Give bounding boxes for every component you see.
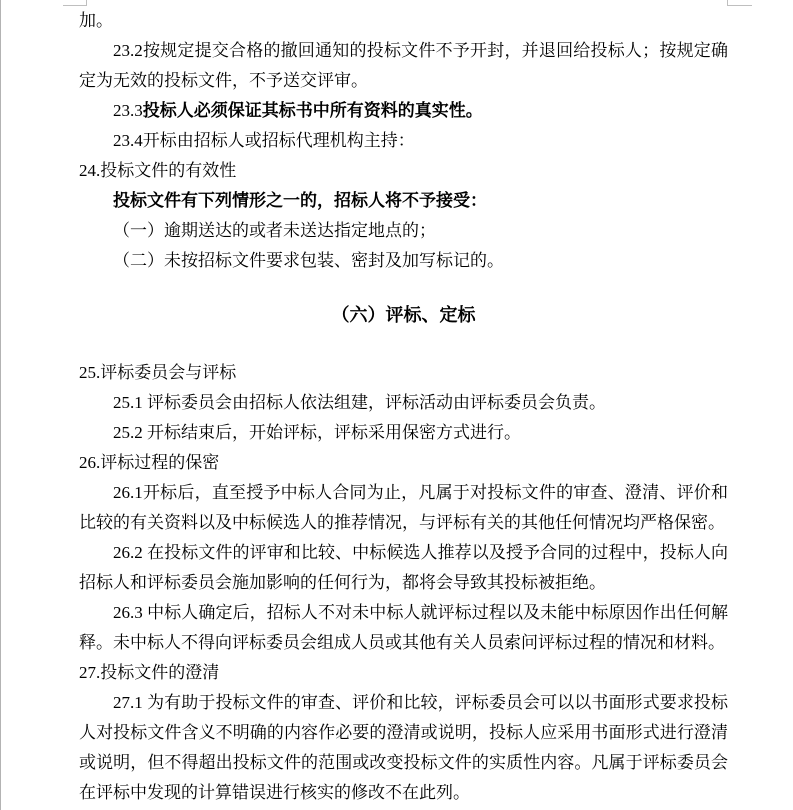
paragraph-24-item-1: （一）逾期送达的或者未送达指定地点的； (113, 221, 436, 240)
paragraph-26-3: 26.3 中标人确定后，招标人不对未中标人就评标过程以及未能中标原因作出任何解释。未中标人不得向评标委员会组成人员或其他有关人员索问评标过程的情况和材料。 (79, 603, 728, 652)
paragraph-25-1: 25.1 评标委员会由招标人依法组建，评标活动由评标委员会负责。 (113, 393, 606, 412)
paragraph-26-1: 26.1开标后，直至授予中标人合同为止，凡属于对投标文件的审查、澄清、评价和比较的有关资料以及中标候选人的推荐情况，与评标有关的其他任何情况均严格保密。 (79, 483, 728, 532)
clause-title-27: 27.投标文件的澄清 (79, 663, 220, 682)
section-heading: （六）评标、定标 (331, 305, 476, 325)
clause-title-24: 24.投标文件的有效性 (79, 161, 237, 180)
paragraph-26-2: 26.2 在投标文件的评审和比较、中标候选人推荐以及授予合同的过程中，投标人向招标人和评标委员会施加影响的任何行为，都将会导致其投标被拒绝。 (79, 543, 728, 592)
clause-text-23-3: 投标人必须保证其标书中所有资料的真实性。 (142, 101, 483, 120)
clause-title-26: 26.评标过程的保密 (79, 453, 220, 472)
paragraph-24-intro: 投标文件有下列情形之一的，招标人将不予接受： (113, 191, 487, 210)
clause-number-23-3: 23.3 (113, 101, 143, 120)
paragraph-23-4: 23.4开标由招标人或招标代理机构主持： (113, 131, 415, 150)
paragraph-continuation: 加。 (79, 11, 113, 30)
paragraph-23-2: 23.2按规定提交合格的撤回通知的投标文件不予开封，并退回给投标人；按规定确定为无效的投标文件，不予送交评审。 (79, 41, 728, 90)
document-text-area (79, 6, 728, 808)
text-boundary-mark-top-right (727, 0, 752, 6)
paragraph-27-1: 27.1 为有助于投标文件的审查、评价和比较，评标委员会可以以书面形式要求投标人对投标文件含义不明确的内容作必要的澄清或说明，投标人应采用书面形式进行澄清或说明，但不得超出投标文件的范围或改变投标文件的实质性内容。凡属于评标委员会在评标中发现的计算错误进行核实的修改不在此列。 (79, 693, 728, 802)
paragraph-24-item-2: （二）未按招标文件要求包装、密封及加写标记的。 (113, 251, 504, 270)
clause-title-25: 25.评标委员会与评标 (79, 363, 237, 382)
paragraph-23-3 (79, 96, 728, 126)
paragraph-25-2: 25.2 开标结束后，开始评标，评标采用保密方式进行。 (113, 423, 521, 442)
